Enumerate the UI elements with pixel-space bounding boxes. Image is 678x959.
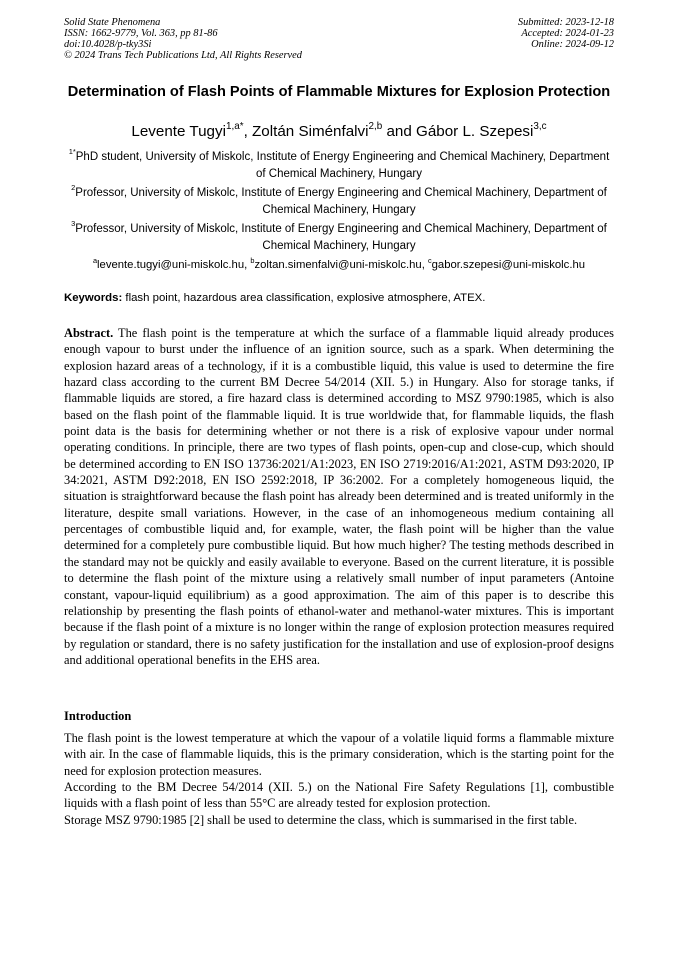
author-name: Levente Tugyi xyxy=(131,123,226,140)
journal-name: Solid State Phenomena xyxy=(64,17,161,28)
online-date: Online: 2024-09-12 xyxy=(531,39,614,50)
affiliation xyxy=(64,221,614,254)
email-address[interactable]: gabor.szepesi@uni-miskolc.hu xyxy=(431,259,586,271)
affiliation-superscript: 1* xyxy=(68,147,76,157)
introduction-paragraph: The flash point is the lowest temperature at which the vapour of a volatile liquid forms a flammable mixture with air. In the case of flammable liquids, this is the primary consideration, which is the starting point for the need for explosion protection measures. xyxy=(64,731,614,778)
keywords xyxy=(64,290,624,306)
email-address[interactable]: zoltan.simenfalvi@uni-miskolc.hu xyxy=(254,259,422,271)
introduction-heading: Introduction xyxy=(64,709,132,723)
affiliation xyxy=(64,149,614,182)
author-name: Gábor L. Szepesi xyxy=(416,123,534,140)
author-superscript: 3,c xyxy=(533,120,547,132)
submitted-date: Submitted: 2023-12-18 xyxy=(517,17,614,28)
issn-line: ISSN: 1662-9779, Vol. 363, pp 81-86 xyxy=(64,28,218,39)
accepted-date: Accepted: 2024-01-23 xyxy=(521,28,614,39)
affiliation-text: Professor, University of Miskolc, Institute of Energy Engineering and Chemical Machinery, Department of Chemical Machinery, Hungary xyxy=(75,187,607,216)
affiliation-text: PhD student, University of Miskolc, Institute of Energy Engineering and Chemical Machinery, Department of Chemical Machinery, Hungary xyxy=(75,151,610,180)
paper-title: Determination of Flash Points of Flammable Mixtures for Explosion Protection xyxy=(67,84,611,100)
author-list xyxy=(64,120,614,141)
email-separator: , xyxy=(244,259,251,271)
journal-info xyxy=(64,17,302,61)
email-separator: , xyxy=(421,259,428,271)
author-separator: and xyxy=(382,123,417,140)
keywords-label: Keywords: xyxy=(64,292,123,304)
affiliation-superscript: 3 xyxy=(71,219,76,229)
author-name: Zoltán Siménfalvi xyxy=(252,123,369,140)
author-superscript: 1,a* xyxy=(225,120,244,132)
email-superscript: c xyxy=(427,255,432,265)
abstract-label: Abstract. xyxy=(64,326,114,340)
author-separator: , xyxy=(243,123,253,140)
copyright-line: © 2024 Trans Tech Publications Ltd, All Rights Reserved xyxy=(64,50,302,61)
author-emails xyxy=(58,257,620,273)
keywords-text: flash point, hazardous area classification, explosive atmosphere, ATEX. xyxy=(122,292,486,304)
introduction-body xyxy=(64,730,614,828)
introduction-paragraph: Storage MSZ 9790:1985 [2] shall be used to determine the class, which is summarised in the first table. xyxy=(64,812,578,827)
email-superscript: b xyxy=(250,255,255,265)
email-superscript: a xyxy=(92,255,98,265)
introduction-paragraph: According to the BM Decree 54/2014 (XII. 5.) on the National Fire Safety Regulations [1], combustible liquids with a flash point of less than 55°C are already tested for explosion protection. xyxy=(64,780,614,811)
abstract-text: The flash point is the temperature at which the surface of a flammable liquid already produces enough vapour to burst under the influence of an ignition source, such as a spark. When determining the explosion hazard areas of a technology, if it is a combustible liquid, this value is used to determine the fire hazard class according to the current BM Decree 54/2014 (XII. 5.) in Hungary. Also for storage tanks, if flammable liquids are stored, a fire hazard class is determined according to MSZ 9790:1985, which is also based on the flash point of the flammable liquid. It is true worldwide that, for flammable liquids, the flash point data is the basis for determining whether or not there is a risk of explosive vapour under normal operating conditions. In principle, there are two types of flash points, open-cup and close-cup, which should be determined according to EN ISO 13736:2021/A1:2023, EN ISO 2719:2016/A1:2021, ASTM D93:2020, IP 34:2021, ASTM D92:2018, EN ISO 2592:2018, IP 36:2002. For a completely homogeneous liquid, the situation is straightforward because the flash point has already been determined and is treated uniformly in the literature, despite small variations. However, in the case of an inhomogeneous medium containing all percentages of combustible liquid and, for example, water, the flash point will be higher than the value determined for a completely pure combustible liquid. But how much higher? The testing methods described in the standard may not be quickly and easily available to everyone. Based on the current literature, it is possible to determine the flash point of the mixture using a relatively small number of input parameters (Antoine constant, vapour-liquid equilibrium) as a good approximation. The aim of this paper is to describe this relationship by presenting the flash points of ethanol-water and methanol-water mixtures. This is important because if the flash point of a mixture is no longer within the range of explosion protection measures required by regulation or standard, there is no safety justification for the installation and use of explosion-proof designs and additional operational benefits in the EHS area. xyxy=(64,326,614,667)
affiliation-text: Professor, University of Miskolc, Institute of Energy Engineering and Chemical Machinery, Department of Chemical Machinery, Hungary xyxy=(75,223,607,252)
affiliation xyxy=(64,185,614,218)
affiliation-superscript: 2 xyxy=(71,183,76,193)
abstract xyxy=(64,325,614,668)
publication-dates xyxy=(518,17,614,50)
email-address[interactable]: levente.tugyi@uni-miskolc.hu xyxy=(97,259,245,271)
author-superscript: 2,b xyxy=(368,120,383,132)
doi-line: doi:10.4028/p-tky3Si xyxy=(64,39,152,50)
